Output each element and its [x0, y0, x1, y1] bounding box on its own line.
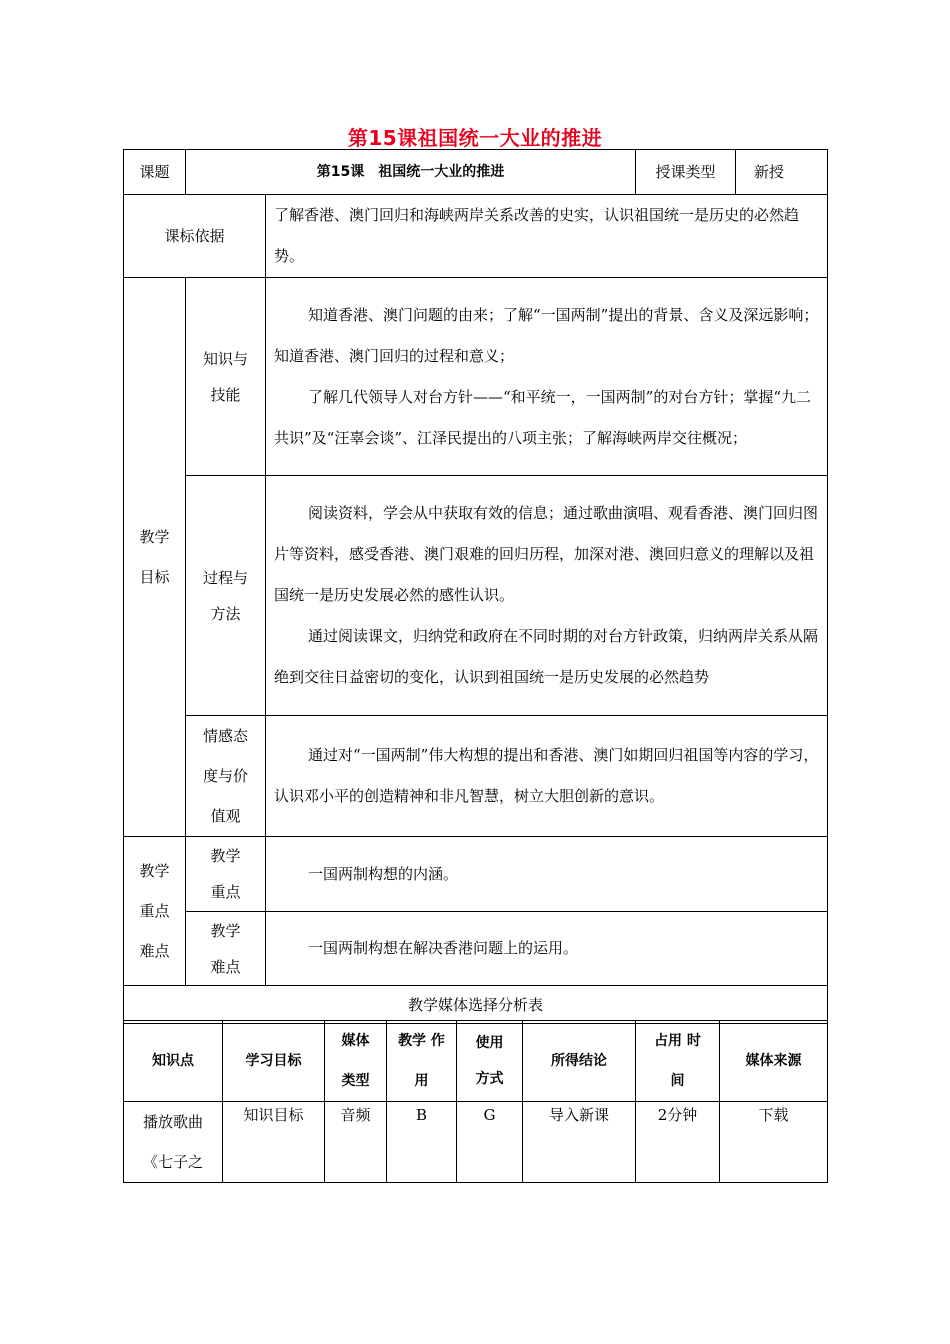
process-label	[186, 476, 266, 716]
knowledge-text-2: 了解几代领导人对台方针——“和平统一，一国两制”的对台方针；掌握“九二共识”及“汪辜会谈”、江泽民提出的八项主张；了解海峡两岸交往概况；	[274, 387, 812, 447]
goals-label	[124, 278, 186, 837]
focus-text: 一国两制构想的内涵。	[308, 864, 459, 883]
cell-knowledge	[124, 1102, 223, 1183]
emotion-label-3: 值观	[210, 807, 241, 825]
process-text-1: 阅读资料，学会从中获取有效的信息；通过歌曲演唱、观看香港、澳门回归图片等资料，感受香港、澳门艰难的回归历程，加深对港、澳回归意义的理解以及祖国统一是历史发展必然的感性认识。	[274, 504, 819, 604]
goals-label-1: 教学	[139, 528, 170, 546]
header-source: 媒体来源	[720, 1021, 828, 1102]
header-role-2: 用	[414, 1073, 429, 1089]
header-media-type	[325, 1021, 387, 1102]
knowledge-text-1: 知道香港、澳门问题的由来；了解“一国两制”提出的背景、含义及深远影响；知道香港、澳门回归的过程和意义；	[274, 305, 819, 365]
difficulty-label-1: 教学	[210, 921, 241, 940]
cell-source: 下载	[720, 1102, 828, 1183]
header-usage-2: 方式	[475, 1071, 504, 1087]
header-usage	[457, 1021, 523, 1102]
media-table-caption: 教学媒体选择分析表	[124, 986, 828, 1024]
keypoints-label	[124, 837, 186, 986]
header-time-2: 间	[670, 1073, 685, 1089]
focus-label-2: 重点	[210, 883, 241, 901]
process-label-2: 方法	[210, 604, 241, 623]
emotion-row	[124, 716, 828, 837]
difficulty-label	[186, 912, 266, 986]
cell-knowledge-1: 播放歌曲	[142, 1113, 203, 1131]
cell-media-type: 音频	[325, 1102, 387, 1183]
lesson-type-label: 授课类型	[636, 150, 736, 195]
document-title: 第15课祖国统一大业的推进	[347, 126, 603, 150]
difficulty-label-2: 难点	[210, 957, 241, 976]
topic-value: 第15课 祖国统一大业的推进	[186, 150, 636, 195]
focus-label	[186, 837, 266, 912]
header-goal: 学习目标	[223, 1021, 325, 1102]
cell-knowledge-2: 《七子之	[142, 1153, 203, 1171]
process-row	[124, 476, 828, 716]
media-caption-row	[124, 986, 828, 1024]
process-text-2: 通过阅读课文，归纳党和政府在不同时期的对台方针政策，归纳两岸关系从隔绝到交往日益密切的变化，认识到祖国统一是历史发展的必然趋势	[274, 627, 819, 686]
media-analysis-table	[123, 1020, 828, 1183]
cell-role: B	[387, 1102, 457, 1183]
emotion-text: 通过对“一国两制”伟大构想的提出和香港、澳门如期回归祖国等内容的学习，认识邓小平的创造精神和非凡智慧，树立大胆创新的意识。	[274, 746, 819, 805]
knowledge-label-2: 技能	[210, 385, 241, 404]
knowledge-row	[124, 278, 828, 476]
header-knowledge: 知识点	[124, 1021, 223, 1102]
goals-label-2: 目标	[139, 568, 170, 586]
lesson-plan-table	[123, 149, 828, 1024]
standard-text: 了解香港、澳门回归和海峡两岸关系改善的史实，认识祖国统一是历史的必然趋势。	[274, 206, 800, 265]
header-media-type-2: 类型	[341, 1073, 370, 1089]
emotion-label	[186, 716, 266, 837]
focus-label-1: 教学	[210, 847, 241, 865]
header-usage-1: 使用	[475, 1035, 504, 1051]
header-time	[636, 1021, 720, 1102]
lesson-type-value: 新授	[736, 150, 828, 195]
header-time-1: 占用 时	[654, 1033, 701, 1049]
knowledge-label	[186, 278, 266, 476]
difficulty-text: 一国两制构想在解决香港问题上的运用。	[308, 939, 579, 957]
cell-time: 2分钟	[636, 1102, 720, 1183]
header-role-1: 教学 作	[398, 1033, 445, 1049]
cell-usage: G	[457, 1102, 523, 1183]
cell-goal: 知识目标	[223, 1102, 325, 1183]
header-role	[387, 1021, 457, 1102]
table-row	[124, 1102, 828, 1183]
media-header-row	[124, 1021, 828, 1102]
topic-label: 课题	[124, 150, 186, 195]
header-media-type-1: 媒体	[341, 1033, 370, 1049]
process-label-1: 过程与	[202, 568, 248, 587]
topic-row	[124, 150, 828, 195]
header-conclusion: 所得结论	[523, 1021, 636, 1102]
difficulty-row	[124, 912, 828, 986]
emotion-label-1: 情感态	[202, 727, 248, 745]
cell-conclusion: 导入新课	[523, 1102, 636, 1183]
standard-label: 课标依据	[124, 195, 266, 278]
keypoints-label-3: 难点	[139, 942, 170, 960]
knowledge-label-1: 知识与	[202, 349, 248, 368]
emotion-label-2: 度与价	[202, 767, 248, 785]
keypoints-label-1: 教学	[139, 862, 170, 880]
focus-row	[124, 837, 828, 912]
standard-row	[124, 195, 828, 278]
keypoints-label-2: 重点	[139, 902, 170, 920]
